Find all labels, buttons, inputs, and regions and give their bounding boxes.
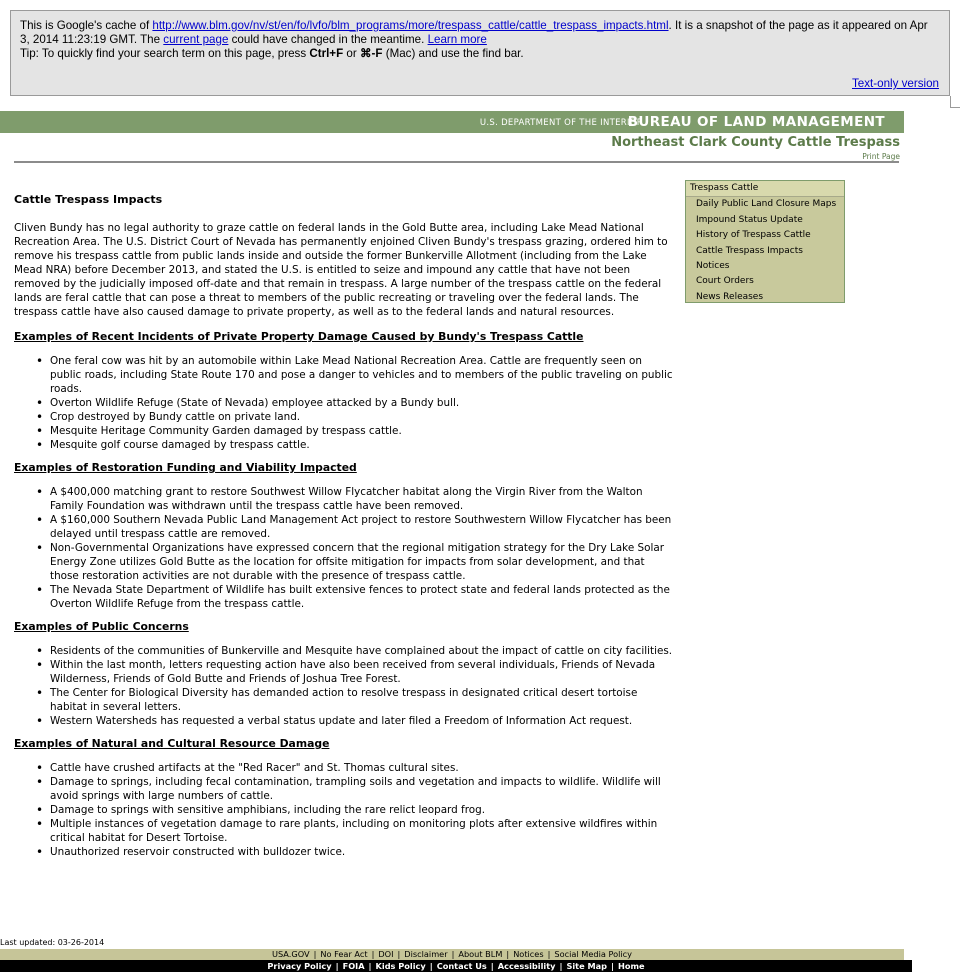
cache-notice-text-1: This is Google's cache of [20,19,153,32]
footer-link-about-blm[interactable]: About BLM [458,949,503,959]
footer-links-primary [0,949,904,960]
resource-damage-list [14,761,674,859]
page-title: Cattle Trespass Impacts [14,193,163,206]
footer-separator: | [451,949,455,959]
footer-separator: | [368,961,372,971]
footer-separator: | [506,949,510,959]
list-item: • Damage to springs with sensitive amphibians, including the rare relict leopard frog. [50,803,674,817]
footer-link-usagov[interactable]: USA.GOV [271,949,310,959]
footer-link-social-media-policy[interactable]: Social Media Policy [554,949,633,959]
agency-header-bar [0,111,904,133]
current-page-link[interactable]: current page [163,33,229,46]
public-concerns-list [14,644,674,728]
last-updated: Last updated: 03-26-2014 [0,938,105,947]
header-divider [14,161,899,163]
cached-url-link[interactable]: http://www.blm.gov/nv/st/en/fo/lvfo/blm_programs/more/trespass_cattle/cattle_trespass_impacts.html [152,19,669,32]
site-title: Northeast Clark County Cattle Trespass [611,135,900,150]
intro-paragraph: Cliven Bundy has no legal authority to graze cattle on federal lands in the Gold Butte area, including Lake Mead National Recreation Area. The U.S. District Court of Nevada has permanently enjoined Cliven Bundy's trespass grazing, ordered him to remove his trespass cattle from public lands inside and outside the former Bunkerville Allotment (including from the Lake Mead NRA) before December 2013, and stated the U.S. is entitled to seize and impound any cattle that have not been removed by the judicially imposed off-date and that remain in trespass. A large number of the trespass cattle on the federal lands are feral cattle that can pose a threat to members of the public recreating or traveling over the federal lands. The trespass cattle have also caused damage to private property, as well as to the federal lands and natural resources. [14,222,668,318]
footer-separator: | [335,961,339,971]
tip-or: or [343,47,360,60]
footer-separator: | [490,961,494,971]
footer-separator: | [429,961,433,971]
footer-separator: | [313,949,317,959]
footer-link-contact-us[interactable]: Contact Us [436,961,487,971]
sidebar-item-history[interactable]: History of Trespass Cattle [696,230,811,241]
footer-separator: | [611,961,615,971]
tip-key-ctrl-f: Ctrl+F [309,47,344,60]
department-name: U.S. DEPARTMENT OF THE INTERIOR [479,118,643,128]
list-item: • A $160,000 Southern Nevada Public Land Management Act project to restore Southwestern Willow Flycatcher has been delayed until trespass cattle are removed. [50,513,674,541]
tip-suffix: (Mac) and use the find bar. [382,47,524,60]
list-item: • Cattle have crushed artifacts at the "Red Racer" and St. Thomas cultural sites. [50,761,674,775]
list-item: • Mesquite Heritage Community Garden damaged by trespass cattle. [50,424,674,438]
cache-notice [20,19,940,47]
section-heading-property-damage: Examples of Recent Incidents of Private Property Damage Caused by Bundy's Trespass Cattle [14,330,584,343]
section-heading-restoration: Examples of Restoration Funding and Viability Impacted [14,461,357,474]
list-item: • Damage to springs, including fecal contamination, trampling soils and vegetation and impacts to wildlife. Wildlife will avoid springs with large numbers of cattle. [50,775,674,803]
list-item: • The Center for Biological Diversity has demanded action to resolve trespass in designated critical desert tortoise habitat in several letters. [50,686,674,714]
list-item: • Within the last month, letters requesting action have also been received from several individuals, Friends of Nevada Wilderness, Friends of Gold Butte and Friends of Joshua Tree Forest. [50,658,674,686]
trespass-cattle-sidebar [685,180,845,303]
footer-link-kids-policy[interactable]: Kids Policy [375,961,426,971]
find-tip [20,47,940,61]
sidebar-item-court-orders[interactable]: Court Orders [696,276,754,287]
footer-separator: | [397,949,401,959]
footer-link-accessibility[interactable]: Accessibility [497,961,556,971]
property-damage-list [14,354,674,452]
footer-link-site-map[interactable]: Site Map [566,961,608,971]
footer-separator: | [559,961,563,971]
print-page-link[interactable]: Print Page [862,152,900,161]
banner-border-decoration [950,96,960,108]
learn-more-link[interactable]: Learn more [427,33,487,46]
footer-link-privacy-policy[interactable]: Privacy Policy [267,961,332,971]
list-item: • Non-Governmental Organizations have expressed concern that the regional mitigation strategy for the Dry Lake Solar Energy Zone utilizes Gold Butte as the location for offsite mitigation for impacts from solar development, and that those restoration activities are not durable with the presence of trespass cattle. [50,541,674,583]
footer-link-disclaimer[interactable]: Disclaimer [404,949,448,959]
text-only-version-link[interactable]: Text-only version [852,77,939,90]
list-item: • Residents of the communities of Bunkerville and Mesquite have complained about the impact of cattle on city facilities. [50,644,674,658]
section-heading-resource-damage: Examples of Natural and Cultural Resource Damage [14,737,330,750]
list-item: • Multiple instances of vegetation damage to rare plants, including on monitoring plots after extensive wildfires within critical habitat for Desert Tortoise. [50,817,674,845]
list-item: • One feral cow was hit by an automobile within Lake Mead National Recreation Area. Cattle are frequently seen on public roads, including State Route 170 and pose a danger to vehicles and to members of the public traveling on public roads. [50,354,674,396]
footer-link-no-fear-act[interactable]: No Fear Act [320,949,368,959]
google-cache-banner [10,10,950,96]
list-item: • The Nevada State Department of Wildlife has built extensive fences to protect state and federal lands protected as the Overton Wildlife Refuge from the trespass cattle. [50,583,674,611]
cache-notice-text-2: . It is a snapshot of the page as it appeared on Apr 3, 2014 11:23:19 GMT. The [20,19,928,46]
sidebar-item-closure-maps[interactable]: Daily Public Land Closure Maps [696,199,837,210]
sidebar-item-notices[interactable]: Notices [696,261,730,272]
restoration-list [14,485,674,611]
list-item: • A $400,000 matching grant to restore Southwest Willow Flycatcher habitat along the Virgin River from the Walton Family Foundation was withdrawn until the trespass cattle have been removed. [50,485,674,513]
section-heading-public-concerns: Examples of Public Concerns [14,620,189,633]
sidebar-item-news-releases[interactable]: News Releases [696,291,764,302]
footer-link-foia[interactable]: FOIA [342,961,365,971]
list-item: • Unauthorized reservoir constructed with bulldozer twice. [50,845,674,859]
list-item: • Western Watersheds has requested a verbal status update and later filed a Freedom of Information Act request. [50,714,674,728]
footer-links-secondary [0,960,912,972]
list-item: • Mesquite golf course damaged by trespass cattle. [50,438,674,452]
list-item: • Overton Wildlife Refuge (State of Nevada) employee attacked by a Bundy bull. [50,396,674,410]
tip-key-cmd-f: ⌘-F [359,47,383,60]
list-item: • Crop destroyed by Bundy cattle on private land. [50,410,674,424]
tip-prefix: Tip: To quickly find your search term on this page, press [20,47,310,60]
footer-separator: | [371,949,375,959]
bureau-name[interactable]: BUREAU OF LAND MANAGEMENT [627,114,885,130]
footer-link-doi[interactable]: DOI [378,949,394,959]
sidebar-title: Trespass Cattle [686,181,844,197]
footer-separator: | [547,949,551,959]
footer-link-notices[interactable]: Notices [513,949,544,959]
sidebar-item-impacts[interactable]: Cattle Trespass Impacts [696,245,803,256]
main-content [14,193,674,868]
sidebar-item-impound-status[interactable]: Impound Status Update [696,214,803,225]
cache-notice-text-3: could have changed in the meantime. [228,33,428,46]
footer-link-home[interactable]: Home [618,961,645,971]
